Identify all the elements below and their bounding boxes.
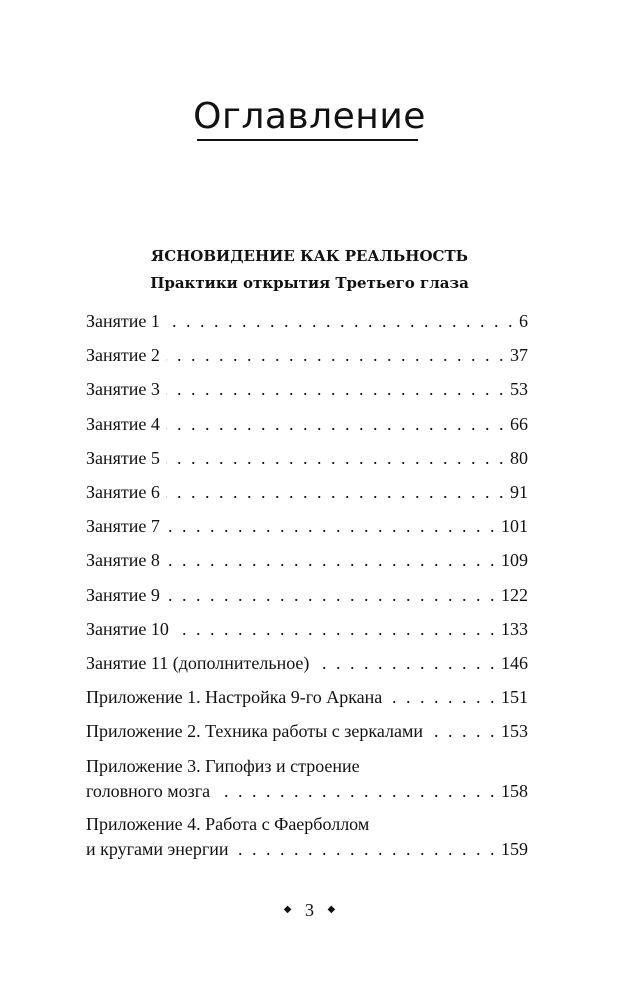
- toc-entry-lesson-7[interactable]: [86, 509, 528, 543]
- toc-entry-label: Занятие 3: [86, 379, 160, 400]
- toc-entry-lesson-11[interactable]: [86, 646, 528, 680]
- toc-entry-lesson-5[interactable]: [86, 441, 528, 475]
- toc-entry-lesson-4[interactable]: [86, 407, 528, 441]
- page-number-footer: [0, 898, 619, 924]
- section-subheading: Практики открытия Третьего глаза: [150, 274, 469, 292]
- toc-entry-page: 101: [501, 516, 528, 537]
- toc-entry-appendix-1[interactable]: [86, 680, 528, 714]
- toc-entry-page: 6: [519, 311, 528, 331]
- toc-entry-lesson-1[interactable]: [86, 304, 528, 338]
- toc-dot-leader: [216, 779, 497, 804]
- toc-entry-page: 153: [501, 721, 528, 742]
- toc-entry-label: Занятие 4: [86, 413, 160, 434]
- toc-entry-label: Занятие 8: [86, 550, 160, 571]
- toc-entry-label: Приложение 4. Работа с Фаерболлом: [86, 814, 370, 835]
- toc-dot-leader: [235, 837, 497, 862]
- toc-entry-appendix-4[interactable]: [86, 806, 528, 864]
- toc-dot-leader: [166, 509, 497, 543]
- toc-dot-leader: [166, 338, 506, 372]
- diamond-ornament-right-icon: ◆: [327, 903, 336, 915]
- toc-entry-label: Занятие 5: [86, 447, 160, 468]
- toc-dot-leader: [166, 304, 515, 338]
- toc-entry-page: 151: [501, 687, 528, 708]
- toc-entry-page: 109: [501, 550, 528, 571]
- toc-entry-page: 66: [510, 413, 528, 434]
- toc-entry-label: Занятие 9: [86, 584, 160, 605]
- toc-entry-lesson-9[interactable]: [86, 578, 528, 612]
- table-of-contents: [86, 304, 528, 864]
- toc-entry-page: 133: [501, 618, 528, 639]
- toc-dot-leader: [175, 612, 497, 646]
- toc-entry-lesson-3[interactable]: [86, 372, 528, 406]
- toc-entry-label-continued: и кругами энергии: [86, 839, 229, 860]
- toc-entry-page: 91: [510, 481, 528, 502]
- toc-dot-leader: [429, 714, 497, 748]
- toc-entry-label: Приложение 2. Техника работы с зеркалами: [86, 721, 423, 742]
- page-title: Оглавление: [193, 96, 426, 137]
- toc-entry-label: Занятие 6: [86, 481, 160, 502]
- toc-entry-page: 53: [510, 379, 528, 400]
- toc-dot-leader: [388, 680, 497, 714]
- toc-entry-label: Занятие 1: [86, 311, 160, 331]
- toc-entry-label: Занятие 7: [86, 516, 160, 537]
- toc-entry-page: 122: [501, 584, 528, 605]
- toc-entry-page: 159: [501, 839, 528, 860]
- toc-entry-lesson-2[interactable]: [86, 338, 528, 372]
- toc-entry-lesson-8[interactable]: [86, 543, 528, 577]
- toc-entry-label: Занятие 11 (дополнительное): [86, 652, 310, 673]
- toc-dot-leader: [166, 407, 506, 441]
- toc-dot-leader: [166, 475, 506, 509]
- section-heading: ЯСНОВИДЕНИЕ КАК РЕАЛЬНОСТЬ: [150, 247, 469, 265]
- toc-dot-leader: [166, 372, 506, 406]
- toc-entry-appendix-2[interactable]: [86, 714, 528, 748]
- toc-entry-page: 37: [510, 345, 528, 366]
- diamond-ornament-left-icon: ◆: [283, 903, 292, 915]
- toc-entry-page: 158: [501, 781, 528, 802]
- toc-dot-leader: [166, 543, 497, 577]
- toc-entry-label: Приложение 1. Настройка 9-го Аркана: [86, 687, 383, 708]
- toc-dot-leader: [166, 578, 497, 612]
- toc-entry-appendix-3[interactable]: [86, 748, 528, 806]
- toc-entry-page: 80: [510, 447, 528, 468]
- toc-entry-label: Занятие 2: [86, 345, 160, 366]
- toc-entry-lesson-10[interactable]: [86, 612, 528, 646]
- toc-entry-label-continued: головного мозга: [86, 781, 211, 802]
- page-number: 3: [305, 900, 314, 920]
- toc-entry-lesson-6[interactable]: [86, 475, 528, 509]
- toc-entry-label: Приложение 3. Гипофиз и строение: [86, 756, 360, 777]
- toc-entry-label: Занятие 10: [86, 618, 169, 639]
- toc-dot-leader: [166, 441, 506, 475]
- toc-dot-leader: [315, 646, 497, 680]
- toc-entry-page: 146: [501, 652, 528, 673]
- title-underline: [197, 139, 418, 141]
